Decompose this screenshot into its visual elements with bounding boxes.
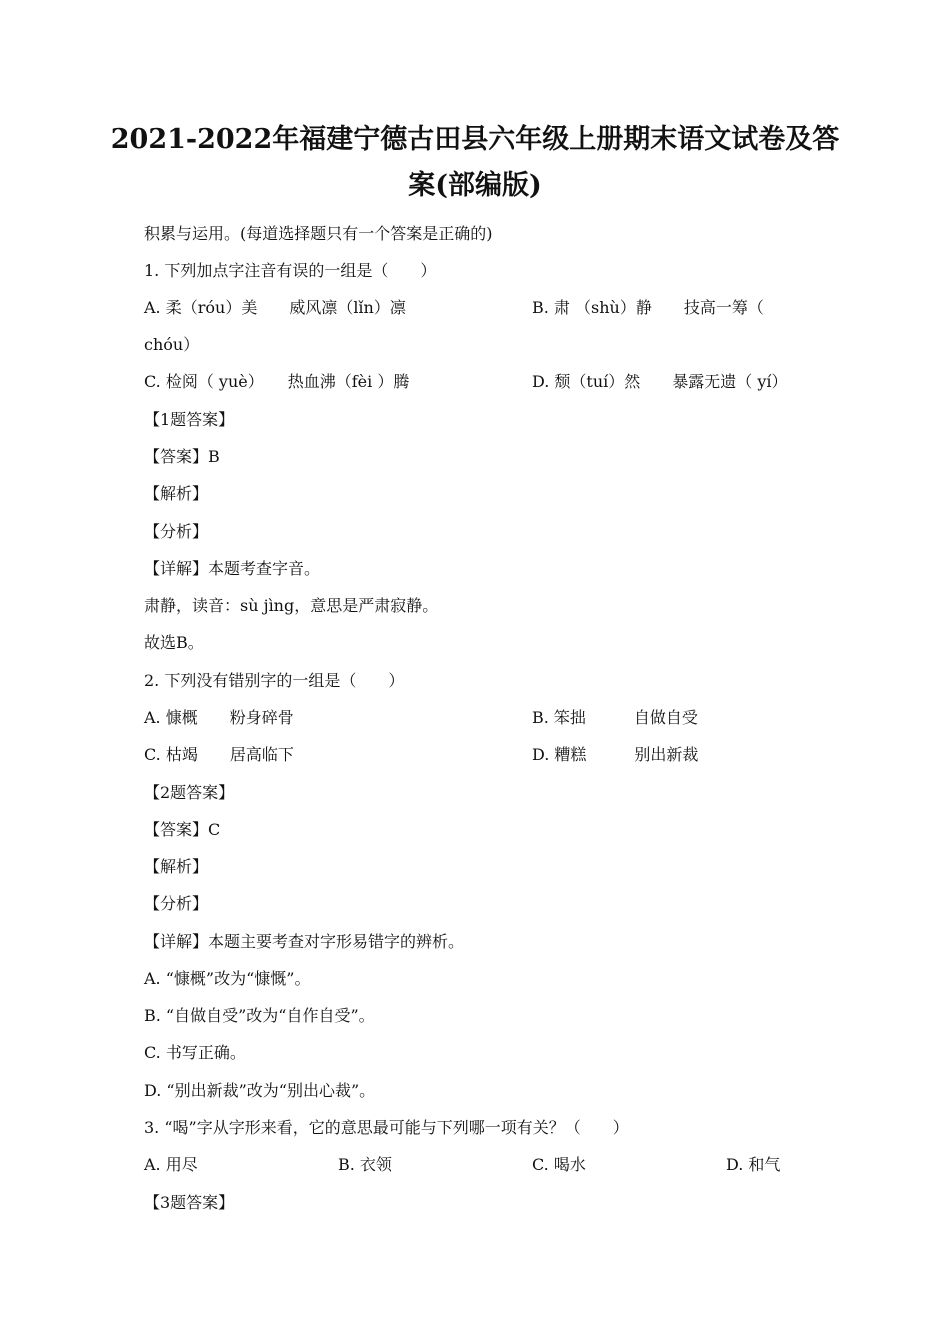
document-title-line-2: 案(部编版): [408, 170, 542, 201]
question-1-option-d: D. 颓（tuí）然 暴露无遗（ yí）: [532, 372, 788, 391]
question-1-answer-heading: 【1题答案】: [144, 410, 235, 429]
question-2-answer-heading: 【2题答案】: [144, 783, 235, 802]
question-2-explanation-a: A. “慷概”改为“慷慨”。: [144, 969, 311, 988]
question-2-stem: 2. 下列没有错别字的一组是（ ）: [144, 671, 405, 690]
question-1-stem: 1. 下列加点字注音有误的一组是（ ）: [144, 261, 437, 280]
question-2-option-b: B. 笨拙 自做自受: [532, 708, 698, 727]
question-2-explanation-d: D. “别出新裁”改为“别出心裁”。: [144, 1081, 376, 1100]
section-heading: 积累与运用。(每道选择题只有一个答案是正确的): [144, 224, 493, 243]
question-2-option-d: D. 糟糕 别出新裁: [532, 745, 699, 764]
question-3-answer-heading: 【3题答案】: [144, 1193, 235, 1212]
question-1-option-b: B. 肃 （shù）静 技高一筹（: [532, 298, 764, 317]
question-3-option-b: B. 衣领: [338, 1155, 392, 1174]
question-2-answer: 【答案】C: [144, 820, 221, 839]
question-1-analysis-label: 【解析】: [144, 484, 209, 503]
question-1-fenxi-label: 【分析】: [144, 522, 209, 541]
question-1-option-a: A. 柔（róu）美 威风凛（lǐn）凛: [144, 298, 406, 317]
question-1-option-b-continued: chóu）: [144, 335, 200, 354]
question-3-stem: 3. “喝”字从字形来看，它的意思最可能与下列哪一项有关？（ ）: [144, 1118, 629, 1137]
question-1-conclusion: 故选B。: [144, 633, 204, 652]
question-3-option-c: C. 喝水: [532, 1155, 586, 1174]
question-3-option-a: A. 用尽: [144, 1155, 198, 1174]
question-1-detail: 【详解】本题考查字音。: [144, 559, 321, 578]
question-1-answer: 【答案】B: [144, 447, 220, 466]
question-2-detail: 【详解】本题主要考查对字形易错字的辨析。: [144, 932, 465, 951]
question-2-option-c: C. 枯竭 居高临下: [144, 745, 294, 764]
document-title-line-1: 2021-2022年福建宁德古田县六年级上册期末语文试卷及答: [110, 124, 840, 155]
question-2-explanation-c: C. 书写正确。: [144, 1043, 246, 1062]
question-1-option-c: C. 检阅（ yuè） 热血沸（fèi ）腾: [144, 372, 410, 391]
question-2-explanation-b: B. “自做自受”改为“自作自受”。: [144, 1006, 375, 1025]
question-2-analysis-label: 【解析】: [144, 857, 209, 876]
question-1-detail-explanation: 肃静，读音：sù jìng，意思是严肃寂静。: [144, 596, 439, 615]
question-2-fenxi-label: 【分析】: [144, 894, 209, 913]
question-3-option-d: D. 和气: [726, 1155, 781, 1174]
question-2-option-a: A. 慷概 粉身碎骨: [144, 708, 294, 727]
